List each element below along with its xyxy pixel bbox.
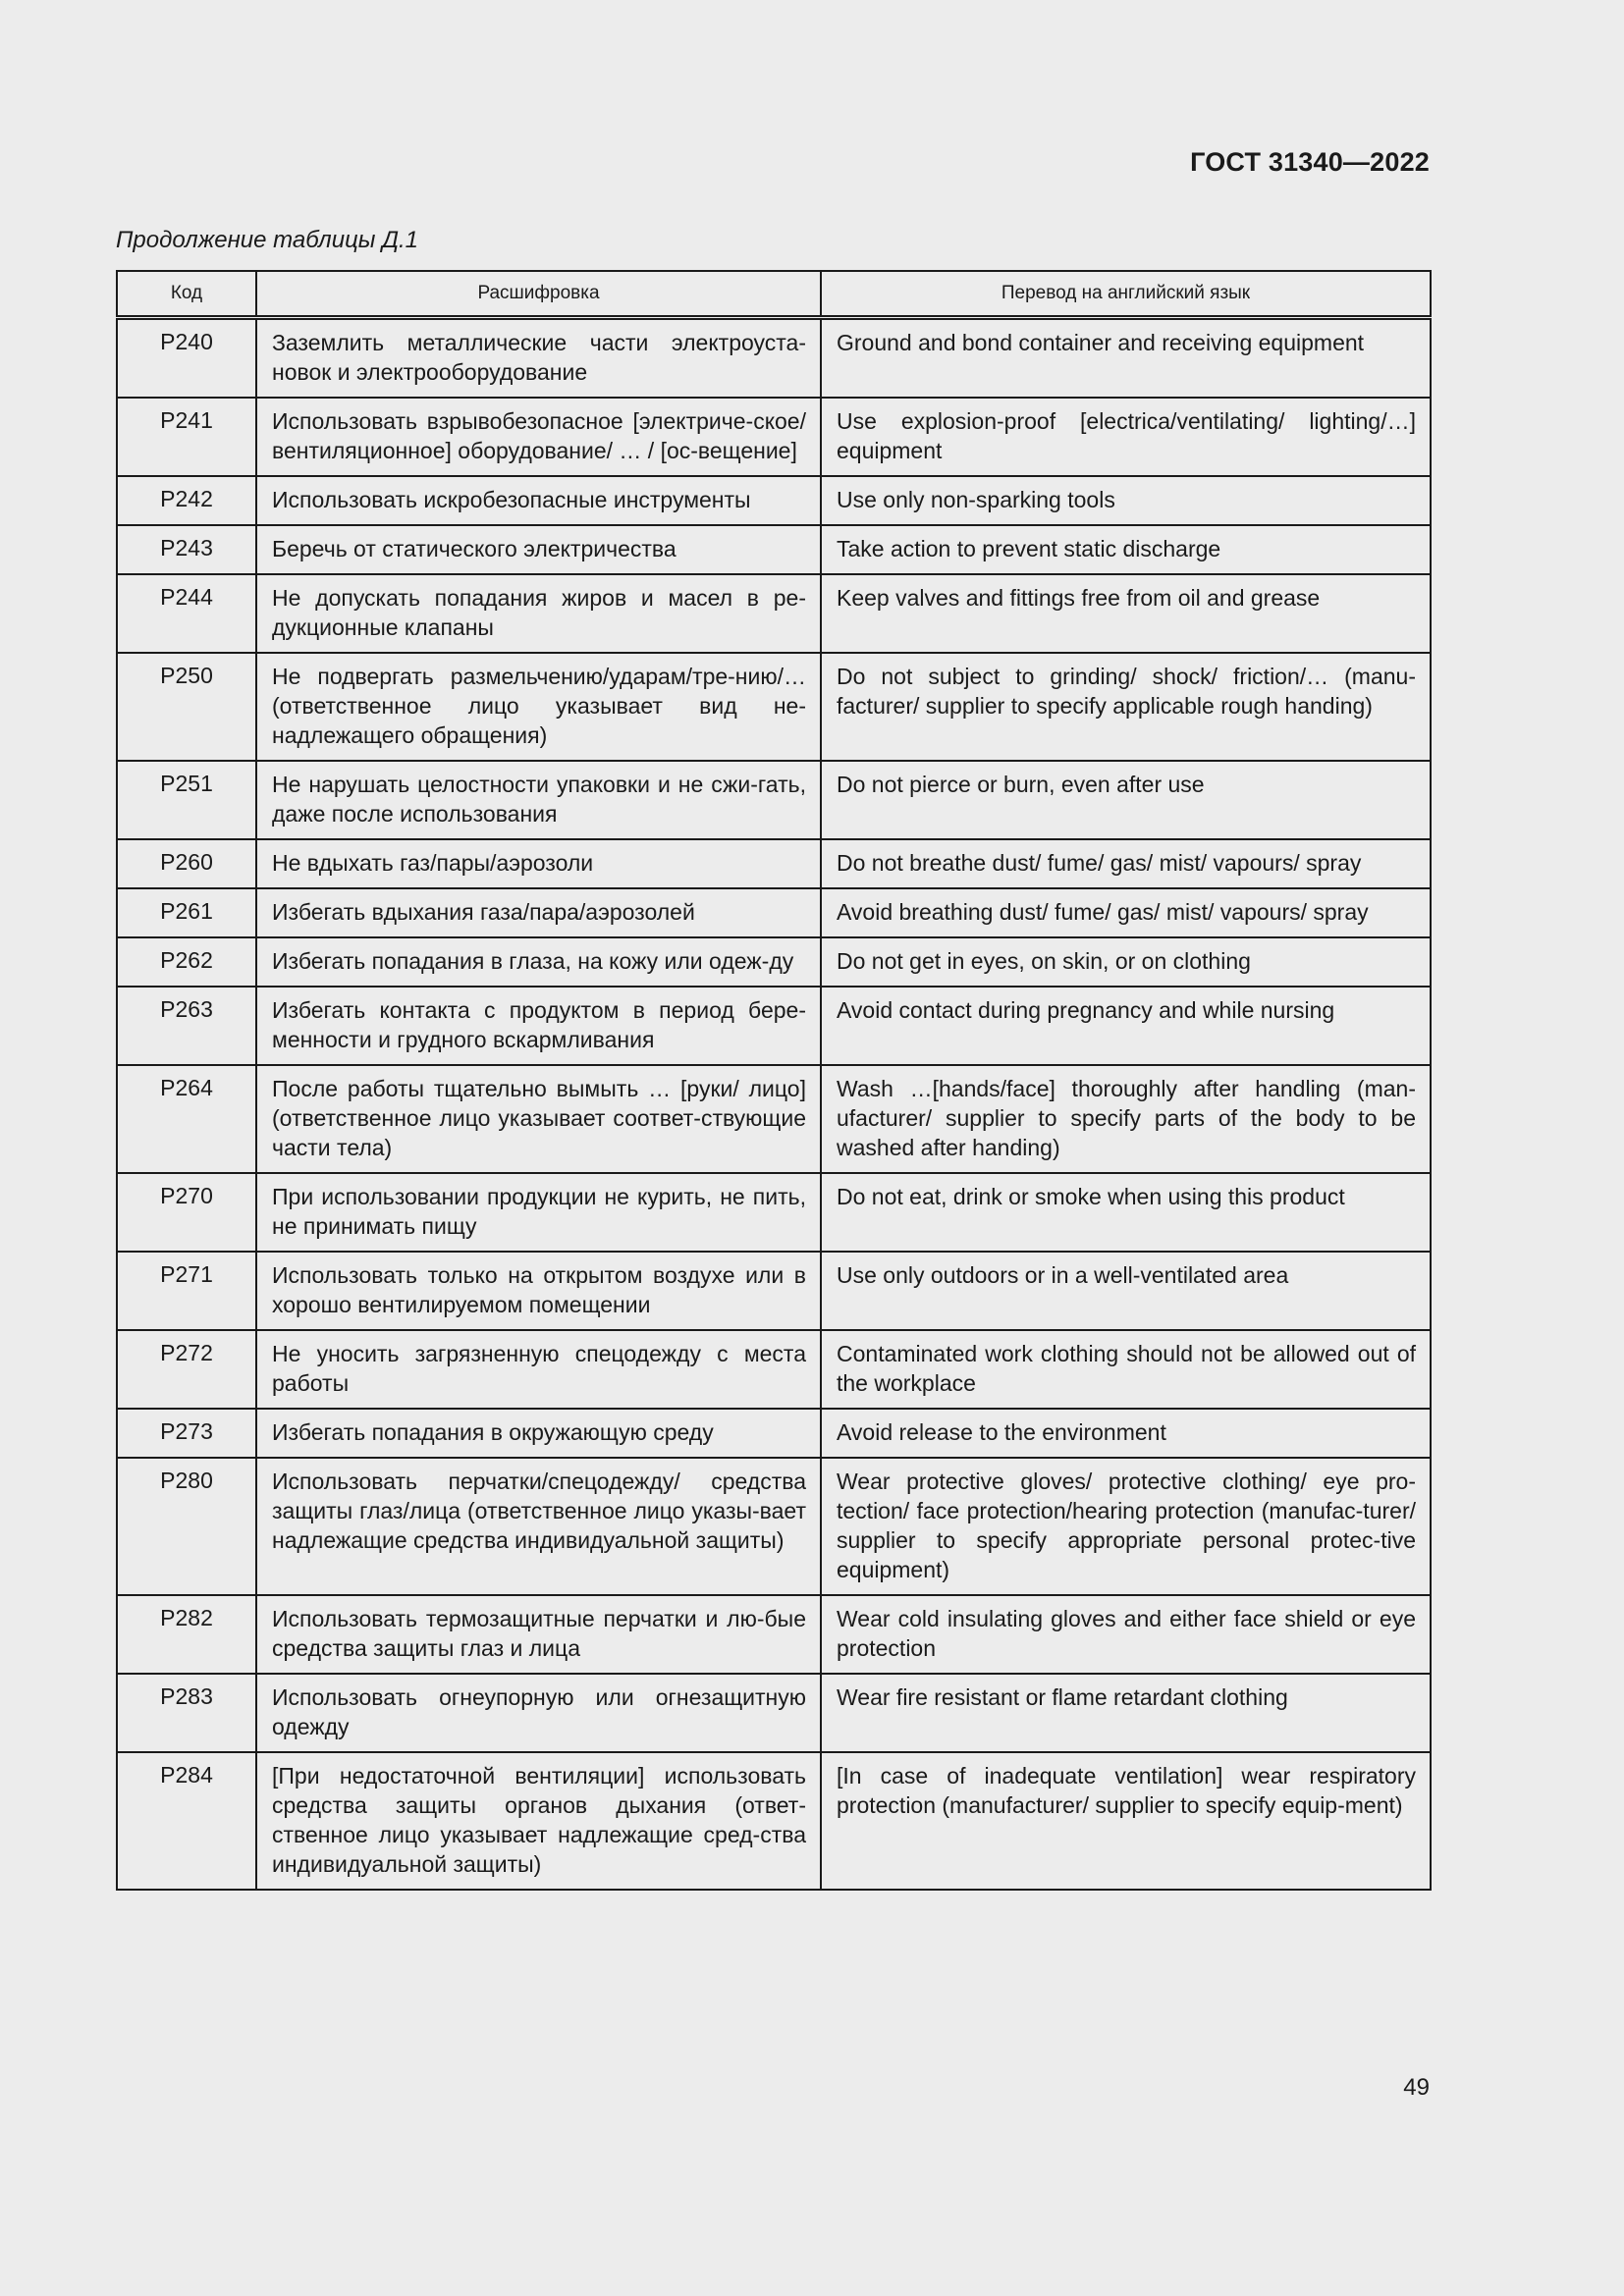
statement-ru: Не нарушать целостности упаковки и не сжи-гать, даже после использования bbox=[256, 761, 821, 839]
statement-en: Do not breathe dust/ fume/ gas/ mist/ vapours/ spray bbox=[821, 839, 1431, 888]
statement-ru: Использовать перчатки/спецодежду/ средства защиты глаз/лица (ответственное лицо указы-вает надлежащие средства индивидуальной защиты) bbox=[256, 1458, 821, 1595]
column-header-code: Код bbox=[117, 271, 256, 318]
document-code: ГОСТ 31340—2022 bbox=[1190, 147, 1430, 177]
page-number: 49 bbox=[1403, 2074, 1430, 2101]
table-row bbox=[117, 888, 1431, 937]
statement-code: P282 bbox=[117, 1595, 256, 1674]
statement-ru: Использовать взрывобезопасное [электриче-ское/вентиляционное] оборудование/ … / [ос-вещение] bbox=[256, 398, 821, 476]
statement-ru: Избегать вдыхания газа/пара/аэрозолей bbox=[256, 888, 821, 937]
statement-ru: Использовать только на открытом воздухе или в хорошо вентилируемом помещении bbox=[256, 1252, 821, 1330]
statement-ru: Использовать термозащитные перчатки и лю-бые средства защиты глаз и лица bbox=[256, 1595, 821, 1674]
table-row bbox=[117, 525, 1431, 574]
statement-ru: Не допускать попадания жиров и масел в ре-дукционные клапаны bbox=[256, 574, 821, 653]
statement-en: Keep valves and fittings free from oil and grease bbox=[821, 574, 1431, 653]
statement-code: P243 bbox=[117, 525, 256, 574]
table-row bbox=[117, 1458, 1431, 1595]
statement-ru: Беречь от статического электричества bbox=[256, 525, 821, 574]
statement-code: P273 bbox=[117, 1409, 256, 1458]
statement-ru: Избегать попадания в окружающую среду bbox=[256, 1409, 821, 1458]
precautionary-statements-table bbox=[116, 270, 1432, 1891]
table-header-row bbox=[117, 271, 1431, 318]
table-row bbox=[117, 574, 1431, 653]
column-header-translation: Перевод на английский язык bbox=[821, 271, 1431, 318]
statement-ru: Не вдыхать газ/пары/аэрозоли bbox=[256, 839, 821, 888]
table-row bbox=[117, 1674, 1431, 1752]
statement-en: Wear protective gloves/ protective clothing/ eye pro-tection/ face protection/hearing protection (manufac-turer/ supplier to specify appropriate personal protec-tive equipment) bbox=[821, 1458, 1431, 1595]
statement-ru: При использовании продукции не курить, не пить, не принимать пищу bbox=[256, 1173, 821, 1252]
statement-en: Wash …[hands/face] thoroughly after handling (man-ufacturer/ supplier to specify parts of the body to be washed after handing) bbox=[821, 1065, 1431, 1173]
statement-en: Wear cold insulating gloves and either face shield or eye protection bbox=[821, 1595, 1431, 1674]
statement-code: P280 bbox=[117, 1458, 256, 1595]
statement-code: P272 bbox=[117, 1330, 256, 1409]
statement-code: P264 bbox=[117, 1065, 256, 1173]
statement-code: P262 bbox=[117, 937, 256, 987]
statement-ru: [При недостаточной вентиляции] использовать средства защиты органов дыхания (ответ-ственное лицо указывает надлежащие сред-ства индивидуальной защиты) bbox=[256, 1752, 821, 1890]
statement-en: Contaminated work clothing should not be allowed out of the workplace bbox=[821, 1330, 1431, 1409]
statement-en: Wear fire resistant or flame retardant clothing bbox=[821, 1674, 1431, 1752]
statement-en: Avoid release to the environment bbox=[821, 1409, 1431, 1458]
statement-ru: Избегать контакта с продуктом в период бере-менности и грудного вскармливания bbox=[256, 987, 821, 1065]
statement-ru: Не подвергать размельчению/ударам/тре-нию/… (ответственное лицо указывает вид не-надлежащего обращения) bbox=[256, 653, 821, 761]
table-row bbox=[117, 653, 1431, 761]
statement-code: P244 bbox=[117, 574, 256, 653]
statement-code: P261 bbox=[117, 888, 256, 937]
statement-code: P260 bbox=[117, 839, 256, 888]
statement-en: Do not subject to grinding/ shock/ friction/… (manu-facturer/ supplier to specify applicable rough handing) bbox=[821, 653, 1431, 761]
statement-ru: Избегать попадания в глаза, на кожу или одеж-ду bbox=[256, 937, 821, 987]
statement-code: P242 bbox=[117, 476, 256, 525]
table-row bbox=[117, 987, 1431, 1065]
table-row bbox=[117, 761, 1431, 839]
statement-en: Take action to prevent static discharge bbox=[821, 525, 1431, 574]
statement-code: P251 bbox=[117, 761, 256, 839]
statement-en: Use only non-sparking tools bbox=[821, 476, 1431, 525]
table-row bbox=[117, 1330, 1431, 1409]
statement-code: P284 bbox=[117, 1752, 256, 1890]
statement-code: P270 bbox=[117, 1173, 256, 1252]
table-row bbox=[117, 1065, 1431, 1173]
table-row bbox=[117, 398, 1431, 476]
statement-en: Do not eat, drink or smoke when using this product bbox=[821, 1173, 1431, 1252]
table-row bbox=[117, 839, 1431, 888]
statement-code: P283 bbox=[117, 1674, 256, 1752]
statement-en: Do not get in eyes, on skin, or on clothing bbox=[821, 937, 1431, 987]
statement-code: P271 bbox=[117, 1252, 256, 1330]
table-row bbox=[117, 318, 1431, 399]
table-row bbox=[117, 1252, 1431, 1330]
statement-code: P240 bbox=[117, 318, 256, 399]
statement-ru: Не уносить загрязненную спецодежду с места работы bbox=[256, 1330, 821, 1409]
table-continuation-label: Продолжение таблицы Д.1 bbox=[116, 227, 419, 253]
column-header-decoding: Расшифровка bbox=[256, 271, 821, 318]
statement-en: Ground and bond container and receiving equipment bbox=[821, 318, 1431, 399]
statement-en: Avoid breathing dust/ fume/ gas/ mist/ vapours/ spray bbox=[821, 888, 1431, 937]
table-row bbox=[117, 1595, 1431, 1674]
statement-code: P241 bbox=[117, 398, 256, 476]
table-row bbox=[117, 1752, 1431, 1890]
statement-en: Do not pierce or burn, even after use bbox=[821, 761, 1431, 839]
statement-ru: После работы тщательно вымыть … [руки/ лицо] (ответственное лицо указывает соответ-ствующие части тела) bbox=[256, 1065, 821, 1173]
statement-ru: Заземлить металлические части электроуста-новок и электрооборудование bbox=[256, 318, 821, 399]
statement-ru: Использовать огнеупорную или огнезащитную одежду bbox=[256, 1674, 821, 1752]
statement-code: P250 bbox=[117, 653, 256, 761]
table-row bbox=[117, 1173, 1431, 1252]
statement-en: Avoid contact during pregnancy and while nursing bbox=[821, 987, 1431, 1065]
statement-code: P263 bbox=[117, 987, 256, 1065]
statement-ru: Использовать искробезопасные инструменты bbox=[256, 476, 821, 525]
statement-en: Use explosion-proof [electrica/ventilating/ lighting/…] equipment bbox=[821, 398, 1431, 476]
statement-en: [In case of inadequate ventilation] wear respiratory protection (manufacturer/ supplier to specify equip-ment) bbox=[821, 1752, 1431, 1890]
table-row bbox=[117, 937, 1431, 987]
table-row bbox=[117, 476, 1431, 525]
table-row bbox=[117, 1409, 1431, 1458]
statement-en: Use only outdoors or in a well-ventilated area bbox=[821, 1252, 1431, 1330]
